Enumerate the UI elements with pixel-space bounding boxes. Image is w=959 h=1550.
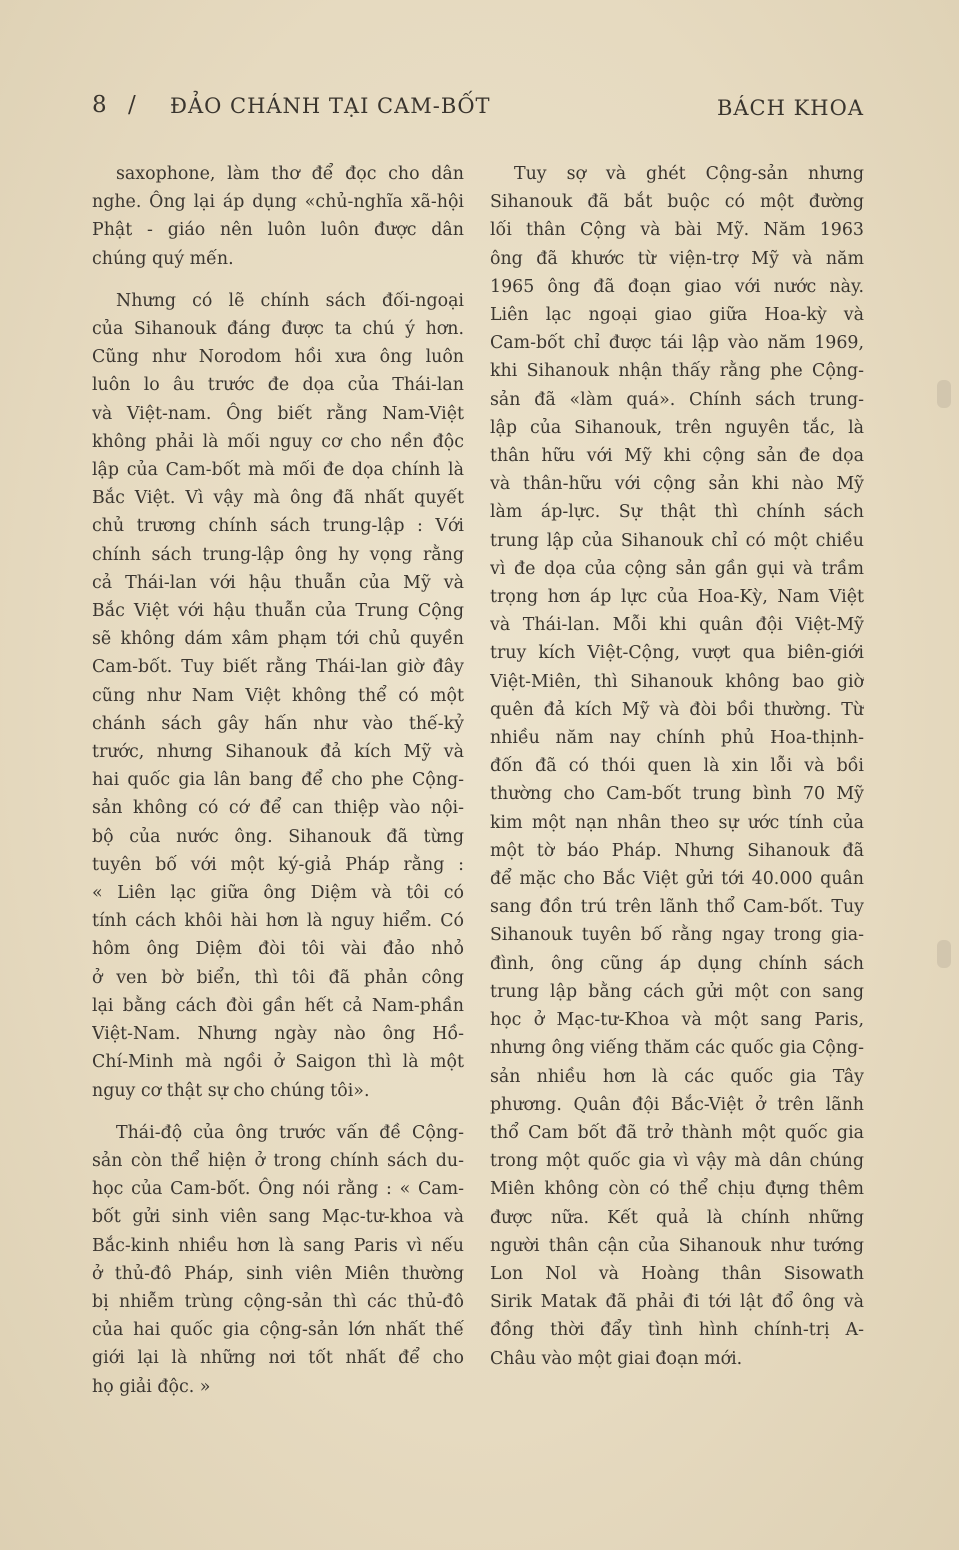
text-line: Cam-bốt chỉ được tái lập vào năm 1969, (490, 333, 864, 354)
text-line: chính sách trung-lập ông hy vọng rằng (92, 544, 464, 565)
text-line: đồng thời đẩy tình hình chính-trị A- (490, 1320, 864, 1341)
text-line: trước, nhưng Sihanouk đả kích Mỹ và (92, 742, 464, 763)
text-line: sản không có cớ để can thiệp vào nội- (92, 798, 464, 819)
text-line: và thân-hữu với cộng sản khi nào Mỹ (490, 474, 864, 495)
text-line: của Sihanouk đáng được ta chú ý hơn. (92, 319, 464, 340)
left-text-column (92, 160, 464, 1401)
text-line: quên đả kích Mỹ và đòi bồi thường. Từ (490, 699, 864, 720)
text-line: chủ trương chính sách trung-lập : Với (92, 516, 464, 537)
text-line: trung lập của Sihanouk chỉ có một chiều (490, 530, 864, 551)
text-line: đình, ông cũng áp dụng chính sách (490, 953, 864, 974)
text-line: bị nhiễm trùng cộng-sản thì các thủ-đô (92, 1291, 464, 1312)
text-line: kim một nạn nhân theo sự ước tính của (490, 812, 864, 833)
text-line: hôm ông Diệm đòi tôi vài đảo nhỏ (92, 939, 464, 960)
text-line: làm áp-lực. Sự thật thì chính sách (490, 502, 864, 523)
text-line: Chí-Minh mà ngồi ở Saigon thì là một (92, 1052, 464, 1073)
text-line: Sihanouk đã bắt buộc có một đường (490, 192, 864, 213)
text-line: ông đã khước từ viện-trợ Mỹ và năm (490, 248, 864, 269)
text-line: học ở Mạc-tư-Khoa và một sang Paris, (490, 1010, 864, 1031)
text-line: chánh sách gây hấn như vào thế-kỷ (92, 713, 464, 734)
right-text-column (490, 160, 864, 1373)
page-header (0, 92, 959, 132)
text-line: sẽ không dám xâm phạm tới chủ quyền (92, 629, 464, 650)
text-line: đốn đã có thói quen là xin lỗi và bồi (490, 756, 864, 777)
text-line: Việt-Miên, thì Sihanouk không bao giờ (490, 671, 864, 692)
text-line: Bắc-kinh nhiều hơn là sang Paris vì nếu (92, 1235, 464, 1256)
text-line: trong một quốc gia vì vậy mà dân chúng (490, 1151, 864, 1172)
text-line: sang đồn trú trên lãnh thổ Cam-bốt. Tuy (490, 897, 864, 918)
text-line: họ giải độc. » (92, 1376, 211, 1397)
text-line: trọng hơn áp lực của Hoa-Kỳ, Nam Việt (490, 587, 864, 608)
text-line: bộ của nước ông. Sihanouk đã từng (92, 826, 464, 847)
text-line: được nữa. Kết quả là chính những (490, 1207, 864, 1228)
text-line: của hai quốc gia cộng-sản lớn nhất thế (92, 1320, 464, 1341)
margin-smudge (937, 940, 951, 968)
text-line: sản đã «làm quá». Chính sách trung- (490, 389, 864, 410)
text-line: Lon Nol và Hoàng thân Sisowath (490, 1263, 864, 1284)
text-line: ở thủ-đô Pháp, sinh viên Miên thường (92, 1263, 464, 1284)
text-line: để mặc cho Bắc Việt gửi tới 40.000 quân (490, 869, 864, 890)
paragraph-gap (92, 1105, 464, 1119)
text-line: nghe. Ông lại áp dụng «chủ-nghĩa xã-hội (92, 192, 464, 213)
text-line: Việt-Nam. Nhưng ngày nào ông Hồ- (92, 1024, 464, 1045)
text-line: Nhưng có lẽ chính sách đối-ngoại (116, 290, 464, 311)
text-line: nguy cơ thật sự cho chúng tôi». (92, 1080, 370, 1101)
text-line: 1965 ông đã đoạn giao với nước này. (490, 276, 864, 297)
text-line: khi Sihanouk nhận thấy rằng phe Cộng- (490, 361, 864, 382)
text-line: học của Cam-bốt. Ông nói rằng : « Cam- (92, 1179, 464, 1200)
text-line: Bắc Việt. Vì vậy mà ông đã nhất quyết (92, 488, 464, 509)
text-line: cũng như Nam Việt không thể có một (92, 685, 464, 706)
text-line: truy kích Việt-Cộng, vượt qua biên-giới (490, 643, 864, 664)
magazine-name: BÁCH KHOA (716, 96, 864, 120)
text-line: sản nhiều hơn là các quốc gia Tây (490, 1066, 864, 1087)
text-line: không phải là mối nguy cơ cho nền độc (92, 431, 464, 452)
text-line: Sirik Matak đã phải đi tới lật đổ ông và (490, 1292, 864, 1313)
text-line: thổ Cam bốt đã trở thành một quốc gia (490, 1122, 864, 1143)
text-line: phương. Quân đội Bắc-Việt ở trên lãnh (490, 1094, 864, 1115)
text-line: lại bằng cách đòi gần hết cả Nam-phần (92, 995, 464, 1016)
text-line: luôn lo âu trước đe dọa của Thái-lan (92, 375, 464, 396)
text-line: một tờ báo Pháp. Nhưng Sihanouk đã (490, 840, 864, 861)
text-line: nhiều năm nay chính phủ Hoa-thịnh- (490, 728, 864, 749)
text-line: lối thân Cộng và bài Mỹ. Năm 1963 (490, 220, 864, 241)
text-line: cả Thái-lan với hậu thuẫn của Mỹ và (92, 572, 464, 593)
text-line: Liên lạc ngoại giao giữa Hoa-kỳ và (490, 305, 864, 326)
text-line: Cũng như Norodom hồi xưa ông luôn (92, 347, 464, 368)
text-line: lập của Sihanouk, trên nguyên tắc, là (490, 417, 864, 438)
text-line: nhưng ông viếng thăm các quốc gia Cộng- (490, 1038, 864, 1059)
text-line: Cam-bốt. Tuy biết rằng Thái-lan giờ đây (92, 657, 464, 678)
text-line: bốt gửi sinh viên sang Mạc-tư-khoa và (92, 1207, 464, 1228)
text-line: và Thái-lan. Mỗi khi quân đội Việt-Mỹ (490, 615, 864, 636)
header-separator: / (128, 92, 136, 118)
text-line: Phật - giáo nên luôn luôn được dân (92, 220, 464, 241)
text-line: Châu vào một giai đoạn mới. (490, 1348, 743, 1369)
text-line: « Liên lạc giữa ông Diệm và tôi có (92, 883, 464, 904)
text-line: Tuy sợ và ghét Cộng-sản nhưng (514, 164, 864, 184)
text-line: tuyên bố với một ký-giả Pháp rằng : (92, 854, 464, 875)
text-line: chúng quý mến. (92, 248, 234, 269)
text-line: trung lập bằng cách gửi một con sang (490, 981, 864, 1002)
margin-smudge (937, 380, 951, 408)
text-line: lập của Cam-bốt mà mối đe dọa chính là (92, 460, 464, 481)
text-line: sản còn thể hiện ở trong chính sách du- (92, 1150, 464, 1171)
text-line: thân hữu với Mỹ khi cộng sản đe dọa (490, 446, 864, 467)
paragraph-gap (92, 273, 464, 287)
text-line: tính cách khôi hài hơn là nguy hiểm. Có (92, 911, 464, 932)
text-line: vì đe dọa của cộng sản gần gụi và trầm (490, 558, 864, 579)
text-line: ở ven bờ biển, thì tôi đã phản công (92, 967, 464, 988)
text-line: hai quốc gia lân bang để cho phe Cộng- (92, 770, 464, 791)
text-line: saxophone, làm thơ để đọc cho dân (116, 164, 464, 184)
text-line: giới lại là những nơi tốt nhất để cho (92, 1348, 464, 1369)
article-running-title: ĐẢO CHÁNH TẠI CAM-BỐT (170, 94, 491, 118)
text-line: người thân cận của Sihanouk như tướng (490, 1235, 864, 1256)
text-line: và Việt-nam. Ông biết rằng Nam-Việt (92, 403, 464, 424)
text-line: Miên không còn có thể chịu đựng thêm (490, 1179, 864, 1200)
text-line: Sihanouk tuyên bố rằng ngay trong gia- (490, 925, 864, 946)
text-line: Bắc Việt với hậu thuẫn của Trung Cộng (92, 601, 464, 622)
text-line: Thái-độ của ông trước vấn đề Cộng- (116, 1122, 464, 1143)
page-number: 8 (92, 92, 108, 118)
text-line: thường cho Cam-bốt trung bình 70 Mỹ (490, 784, 864, 805)
